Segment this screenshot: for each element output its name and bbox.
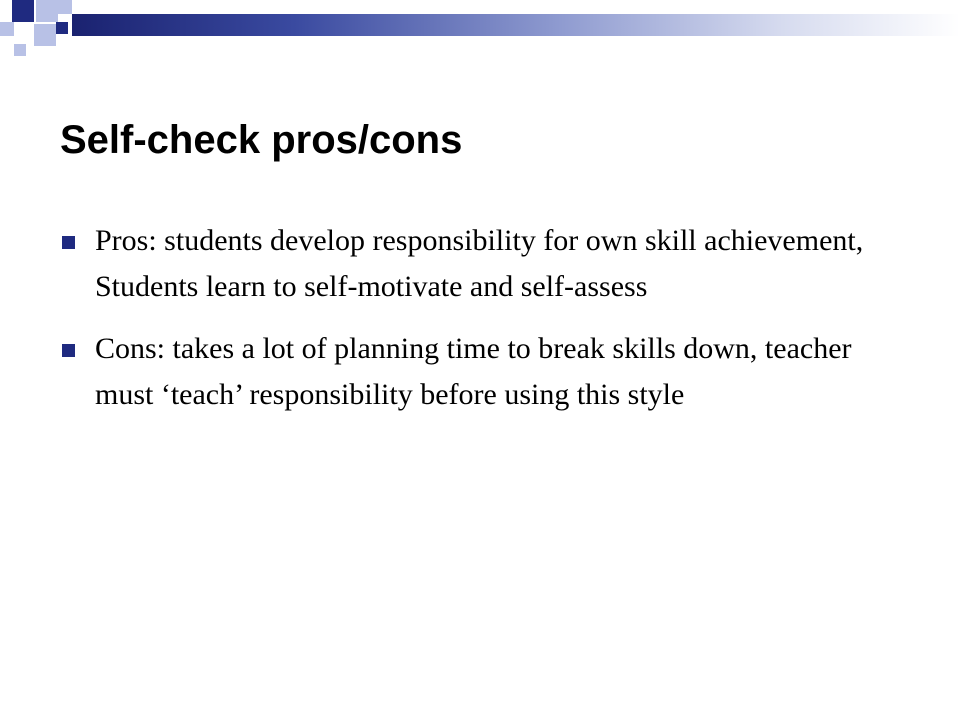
bullet-text: Pros: students develop responsibility for own skill achievement, Students learn to self-motivate and self-assess <box>95 224 864 303</box>
decor-square <box>0 22 14 36</box>
bullet-item-cons <box>60 326 910 418</box>
square-bullet-icon <box>62 344 75 357</box>
decor-square <box>12 0 34 22</box>
header-gradient-band <box>72 14 960 36</box>
decor-square <box>36 0 58 22</box>
decor-square <box>14 44 26 56</box>
bullet-text: Cons: takes a lot of planning time to break skills down, teacher must ‘teach’ responsibility before using this style <box>95 332 852 411</box>
square-bullet-icon <box>62 236 75 249</box>
bullet-list <box>60 218 910 418</box>
header-decoration <box>0 0 960 60</box>
slide-title: Self-check pros/cons <box>60 118 463 162</box>
bullet-item-pros <box>60 218 910 310</box>
decor-square <box>34 24 56 46</box>
decor-square <box>14 22 34 44</box>
decor-square <box>56 22 68 34</box>
decor-square <box>58 0 72 14</box>
